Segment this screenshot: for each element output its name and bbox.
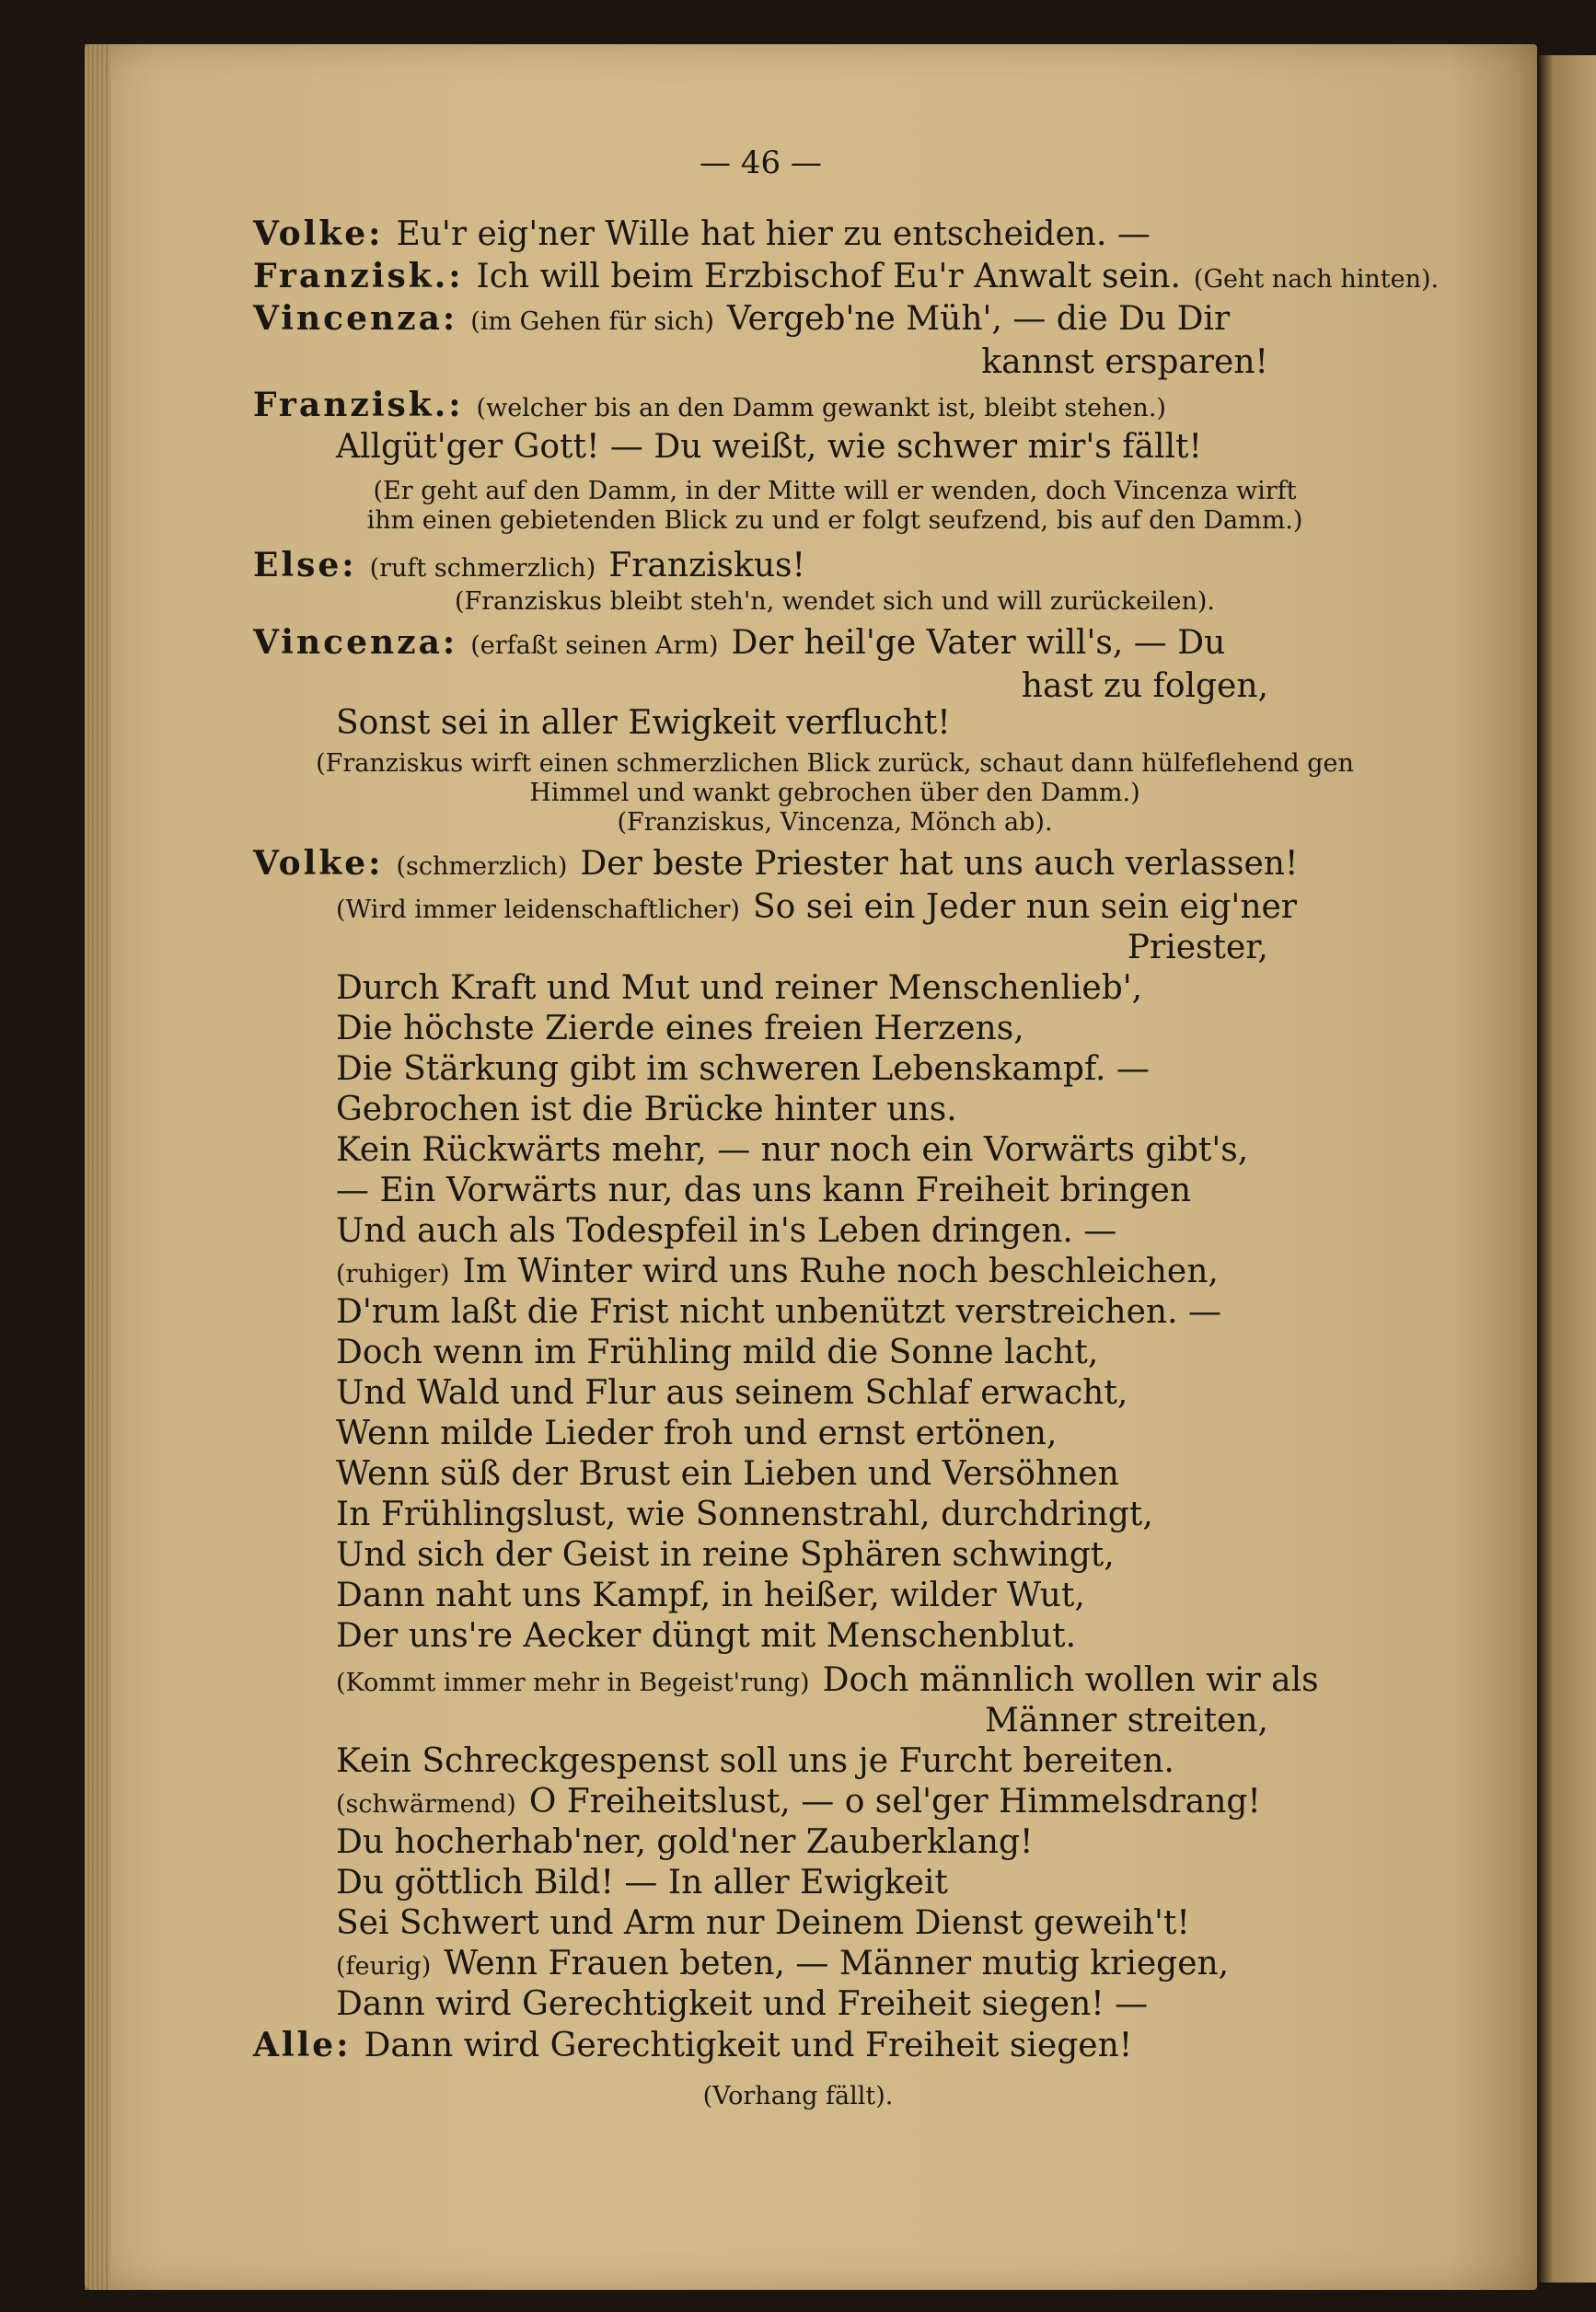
text-line	[253, 388, 1166, 422]
text-line	[336, 1050, 1150, 1088]
verse-text: Der heil'ge Vater will's, — Du	[731, 624, 1226, 662]
stage-direction: (ruft schmerzlich)	[369, 554, 596, 583]
verse-text: Wenn süß der Brust ein Lieben und Versöhnen	[336, 1455, 1119, 1493]
text-line	[253, 299, 1231, 338]
stage-direction: (schmerzlich)	[396, 852, 568, 881]
verse-text: Dann wird Gerechtigkeit und Freiheit siegen!	[364, 2027, 1133, 2064]
text-line	[336, 1498, 1153, 1532]
text-line	[336, 1536, 1115, 1574]
stage-direction: (Franziskus bleibt steh'n, wendet sich und will zurückeilen).	[455, 587, 1215, 616]
text-line	[336, 1255, 1219, 1289]
text-line	[336, 1417, 1057, 1451]
verse-text: Der beste Priester hat uns auch verlassen!	[580, 845, 1299, 883]
text-line	[336, 1985, 1149, 2023]
verse-text: Die Stärkung gibt im schweren Lebenskampf. —	[336, 1050, 1150, 1088]
stage-direction: (ruhiger)	[336, 1260, 450, 1289]
text-line	[253, 2026, 1133, 2064]
verse-text: Eu'r eig'ner Wille hat hier zu entscheiden. —	[396, 215, 1151, 253]
stage-direction: (Wird immer leidenschaftlicher)	[336, 896, 740, 924]
text-line	[336, 1742, 1174, 1780]
verse-text: Sonst sei in aller Ewigkeit verflucht!	[336, 704, 951, 742]
verse-text: D'rum laßt die Frist nicht unbenützt verstreichen. —	[336, 1293, 1221, 1331]
stage-direction: (welcher bis an den Damm gewankt ist, bleibt stehen.)	[476, 394, 1166, 422]
stage-direction: (erfaßt seinen Arm)	[470, 631, 719, 660]
text-line	[0, 508, 1596, 533]
facing-page-edge	[1539, 55, 1596, 2283]
speaker-name: Alle:	[253, 2026, 352, 2064]
verse-text: Du göttlich Bild! — In aller Ewigkeit	[336, 1864, 948, 1902]
text-line	[336, 1293, 1221, 1331]
text-line	[253, 257, 1440, 295]
text-line	[336, 704, 951, 742]
text-line	[0, 2084, 1596, 2109]
verse-text: hast zu folgen,	[1021, 667, 1268, 705]
verse-text: Und Wald und Flur aus seinem Schlaf erwacht,	[336, 1374, 1128, 1412]
verse-text: Kein Rückwärts mehr, — nur noch ein Vorwärts gibt's,	[336, 1131, 1249, 1169]
stage-direction: (im Gehen für sich)	[470, 307, 714, 336]
text-line	[336, 1174, 1191, 1208]
text-line	[336, 1864, 948, 1902]
text-line	[336, 1823, 1034, 1861]
text-line	[336, 1455, 1119, 1493]
text-line	[253, 214, 1151, 253]
verse-text: Ich will beim Erzbischof Eu'r Anwalt sein.	[476, 258, 1181, 295]
text-line	[0, 589, 1596, 614]
text-line	[336, 1617, 1077, 1655]
verse-text: Der uns're Aecker düngt mit Menschenblut.	[336, 1617, 1077, 1655]
verse-text: Doch wenn im Frühling mild die Sonne lacht,	[336, 1334, 1099, 1371]
speaker-name: Vincenza:	[253, 299, 458, 338]
stage-direction: (feurig)	[336, 1952, 432, 1981]
verse-text: Und auch als Todespfeil in's Leben dringen. —	[336, 1212, 1117, 1250]
text-line	[253, 844, 1299, 883]
text-line	[336, 1904, 1190, 1942]
verse-text: Im Winter wird uns Ruhe noch beschleichen,	[462, 1253, 1219, 1290]
text-line	[336, 1093, 957, 1127]
verse-text: So sei ein Jeder nun sein eig'ner	[752, 888, 1298, 926]
text-line	[336, 1945, 1230, 1983]
speaker-name: Volke:	[253, 214, 384, 253]
stage-direction: (Er geht auf den Damm, in der Mitte will er wenden, doch Vincenza wirft	[373, 477, 1297, 505]
text-line	[336, 428, 1202, 466]
verse-text: Vergeb'ne Müh', — die Du Dir	[726, 300, 1231, 338]
verse-text: Dann wird Gerechtigkeit und Freiheit siegen! —	[336, 1985, 1149, 2023]
page-number: — 46 —	[700, 144, 822, 181]
text-line	[253, 546, 805, 584]
text-line	[336, 1212, 1117, 1250]
verse-text: Die höchste Zierde eines freien Herzens,	[336, 1010, 1024, 1047]
page-stack-edges	[85, 44, 110, 2290]
speaker-name: Vincenza:	[253, 623, 458, 662]
verse-text: Sei Schwert und Arm nur Deinem Dienst geweih't!	[336, 1904, 1190, 1942]
text-line	[0, 780, 1596, 805]
verse-text: Männer streiten,	[984, 1702, 1268, 1740]
text-line	[336, 1131, 1249, 1169]
verse-text: Du hocherhab'ner, gold'ner Zauberklang!	[336, 1823, 1034, 1861]
verse-text: Priester,	[1127, 929, 1268, 966]
verse-text: — Ein Vorwärts nur, das uns kann Freiheit bringen	[336, 1172, 1192, 1209]
verse-text: Doch männlich wollen wir als	[822, 1661, 1319, 1699]
verse-text: Durch Kraft und Mut und reiner Menschenlieb',	[336, 969, 1143, 1007]
text-line	[336, 888, 1298, 926]
stage-direction: ihm einen gebietenden Blick zu und er folgt seufzend, bis auf den Damm.)	[366, 506, 1303, 535]
stage-direction: Himmel und wankt gebrochen über den Damm.)	[529, 779, 1140, 807]
text-line	[253, 623, 1226, 662]
text-line	[0, 751, 1596, 776]
text-line	[336, 1336, 1098, 1370]
text-line	[0, 810, 1596, 835]
verse-text: Gebrochen ist die Brücke hinter uns.	[336, 1091, 957, 1128]
text-line	[336, 1783, 1261, 1821]
verse-text: In Frühlingslust, wie Sonnenstrahl, durchdringt,	[336, 1496, 1153, 1533]
text-line	[336, 1012, 1024, 1046]
speaker-name: Volke:	[253, 844, 384, 883]
text-line	[336, 1661, 1319, 1699]
text-line	[981, 343, 1268, 381]
speaker-name: Franzisk.:	[253, 257, 464, 295]
verse-text: Wenn milde Lieder froh und ernst ertönen,	[336, 1415, 1058, 1452]
verse-text: kannst ersparen!	[981, 343, 1268, 381]
verse-text: Allgüt'ger Gott! — Du weißt, wie schwer mir's fällt!	[336, 428, 1202, 466]
text-line	[984, 1702, 1268, 1740]
text-line	[0, 479, 1596, 503]
text-line	[1021, 667, 1268, 705]
stage-direction: (Franziskus wirft einen schmerzlichen Blick zurück, schaut dann hülfeflehend gen	[316, 749, 1354, 778]
text-line	[336, 1374, 1128, 1412]
stage-direction: (schwärmend)	[336, 1790, 516, 1819]
text-line	[336, 969, 1143, 1007]
verse-text: Wenn Frauen beten, — Männer mutig kriegen,	[444, 1945, 1230, 1983]
text-line	[1128, 931, 1268, 965]
speaker-name: Else:	[253, 546, 357, 584]
verse-text: Dann naht uns Kampf, in heißer, wilder Wut,	[336, 1577, 1085, 1614]
verse-text: O Freiheitslust, — o sel'ger Himmelsdrang!	[528, 1783, 1261, 1821]
stage-direction: (Kommt immer mehr in Begeist'rung)	[336, 1669, 810, 1697]
verse-text: Franziskus!	[608, 547, 805, 584]
text-line	[336, 1579, 1085, 1613]
verse-text: Und sich der Geist in reine Sphären schwingt,	[336, 1536, 1115, 1574]
verse-text: Kein Schreckgespenst soll uns je Furcht bereiten.	[336, 1742, 1174, 1780]
stage-direction: (Franziskus, Vincenza, Mönch ab).	[617, 808, 1053, 837]
stage-direction: (Vorhang fällt).	[702, 2082, 894, 2110]
speaker-name: Franzisk.:	[253, 386, 464, 424]
stage-direction: (Geht nach hinten).	[1193, 265, 1440, 294]
